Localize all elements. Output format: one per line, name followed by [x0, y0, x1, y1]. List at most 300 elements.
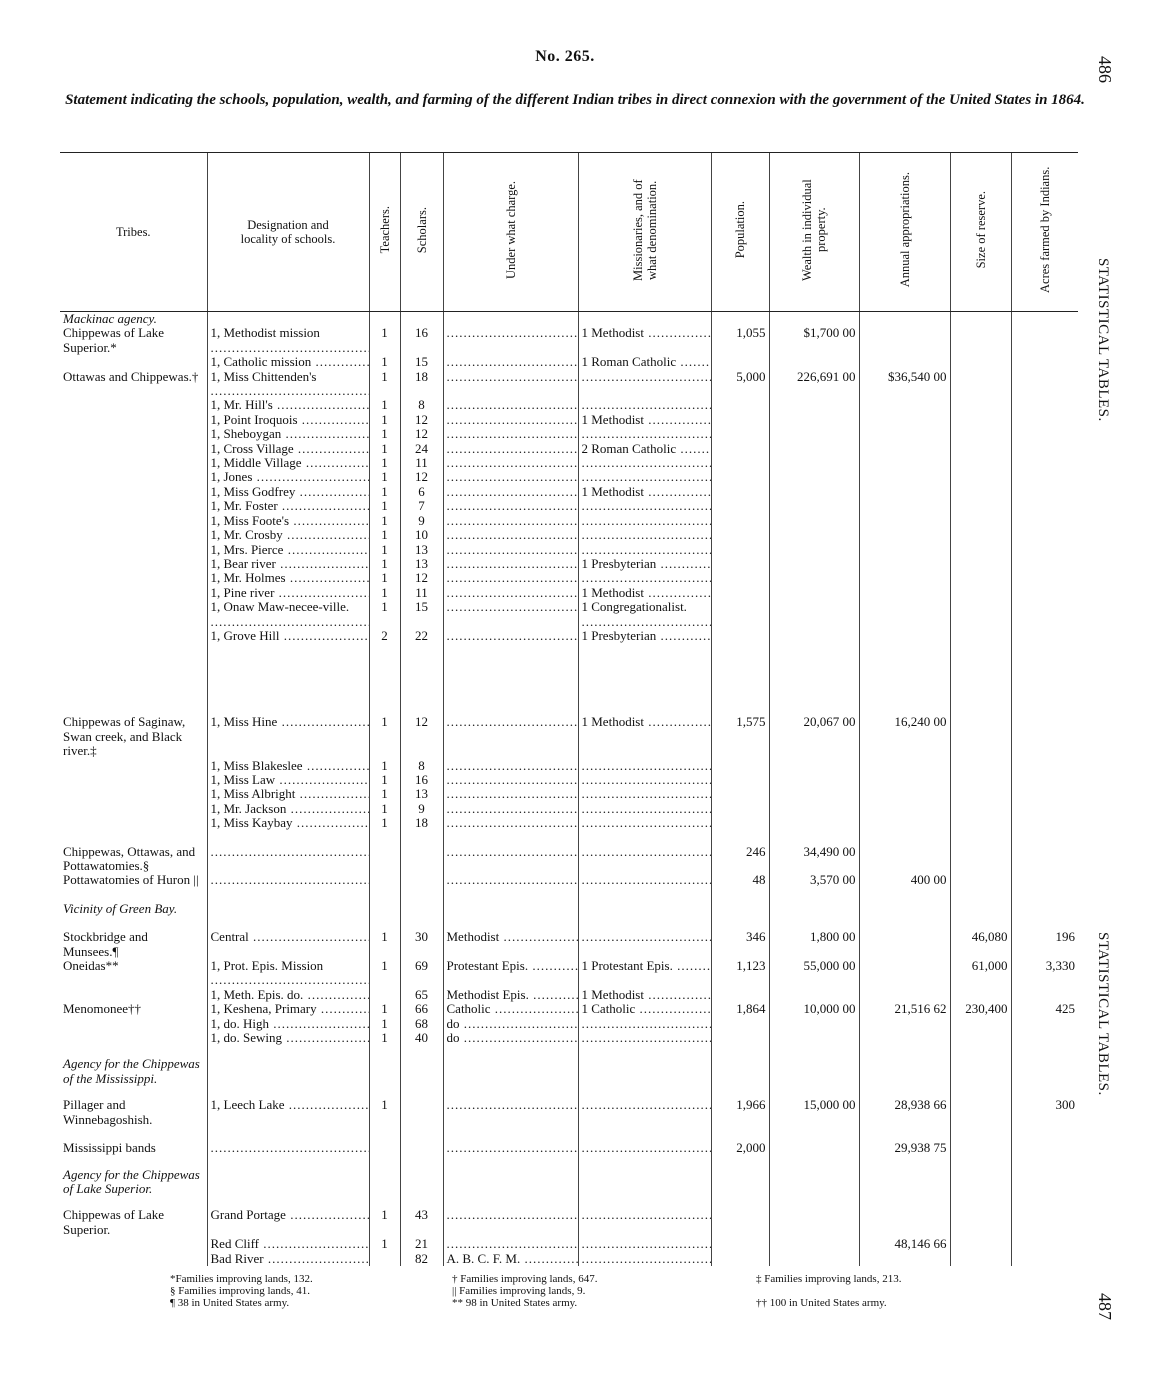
table-row [60, 413, 1078, 427]
appropriations-cell [859, 470, 950, 484]
charge-cell: Protestant Epis. ..... [443, 959, 578, 988]
footnotes-col-1 [170, 1273, 313, 1309]
spacer-cell [443, 888, 578, 902]
tribe-cell [60, 988, 207, 1002]
tribe-cell [60, 1031, 207, 1045]
population-cell: 5,000 [711, 370, 769, 399]
spacer-cell [60, 1086, 207, 1098]
appropriations-cell [859, 413, 950, 427]
tribe-cell [60, 802, 207, 816]
spacer-cell [578, 831, 711, 845]
col-designation [207, 153, 369, 312]
reserve-cell [950, 514, 1011, 528]
spacer-cell [443, 1045, 578, 1057]
col-appropriations-label: Annual appropriations. [897, 172, 912, 288]
table-row [60, 427, 1078, 441]
population-cell [711, 528, 769, 542]
population-cell [711, 456, 769, 470]
reserve-cell [950, 571, 1011, 585]
teachers-cell [369, 1141, 400, 1155]
reserve-cell [950, 1141, 1011, 1155]
missionaries-cell [578, 802, 711, 816]
reserve-cell: 230,400 [950, 1002, 1011, 1016]
reserve-cell [950, 902, 1011, 916]
running-head-top: STATISTICAL TABLES. [1095, 258, 1111, 422]
acres-cell [1011, 1168, 1078, 1197]
reserve-cell [950, 759, 1011, 773]
missionaries-cell [578, 873, 711, 887]
teachers-cell: 1 [369, 600, 400, 629]
population-cell [711, 1168, 769, 1197]
acres-cell [1011, 485, 1078, 499]
population-cell [711, 499, 769, 513]
school-cell: 1, Grove Hill ..... [207, 629, 369, 643]
missionaries-cell: 1 Methodist ..... [578, 715, 711, 758]
table-row [60, 816, 1078, 830]
population-cell: 1,575 [711, 715, 769, 758]
scholars-cell [400, 902, 443, 916]
missionaries-cell: 1 Protestant Epis. ..... [578, 959, 711, 988]
school-cell: Red Cliff ..... [207, 1237, 369, 1251]
page-number-top: 486 [1095, 56, 1115, 83]
spacer-cell [400, 888, 443, 902]
table-row [60, 1098, 1078, 1127]
appropriations-cell [859, 571, 950, 585]
footnote: *Families improving lands, 132. [170, 1273, 313, 1285]
tribe-cell [60, 1252, 207, 1266]
scholars-cell [400, 1057, 443, 1086]
reserve-cell [950, 427, 1011, 441]
spacer-cell [60, 1127, 207, 1141]
population-cell [711, 902, 769, 916]
wealth-cell [769, 312, 859, 327]
missionaries-cell [578, 816, 711, 830]
teachers-cell: 1 [369, 816, 400, 830]
spacer-cell [60, 1196, 207, 1208]
tribe-cell: Chippewas of Lake Superior. [63, 1208, 165, 1237]
appropriations-cell [859, 1252, 950, 1266]
statistics-table-wrapper [60, 152, 1078, 1266]
col-population-label: Population. [733, 201, 747, 259]
tribe-cell [60, 1237, 207, 1251]
table-row [60, 873, 1078, 887]
acres-cell [1011, 715, 1078, 758]
teachers-cell: 1 [369, 759, 400, 773]
agency-heading-row [60, 1168, 1078, 1197]
missionaries-cell [578, 1098, 711, 1127]
wealth-cell [769, 427, 859, 441]
table-row [60, 543, 1078, 557]
tribe-cell [60, 557, 207, 571]
acres-cell: 196 [1011, 930, 1078, 959]
charge-cell [443, 370, 578, 399]
reserve-cell [950, 485, 1011, 499]
wealth-cell [769, 557, 859, 571]
teachers-cell: 1 [369, 326, 400, 355]
reserve-cell [950, 1031, 1011, 1045]
scholars-cell [400, 1141, 443, 1155]
charge-cell [443, 1168, 578, 1197]
missionaries-cell: 1 Methodist ..... [578, 326, 711, 355]
missionaries-cell [578, 1031, 711, 1045]
population-cell [711, 1057, 769, 1086]
spacer-cell [578, 1045, 711, 1057]
teachers-cell: 1 [369, 1002, 400, 1016]
acres-cell [1011, 1252, 1078, 1266]
school-cell: 1, Leech Lake ..... [207, 1098, 369, 1127]
scholars-cell: 15 [400, 355, 443, 369]
missionaries-cell [578, 370, 711, 399]
population-cell [711, 1252, 769, 1266]
appropriations-cell [859, 514, 950, 528]
spacer-cell [443, 643, 578, 715]
agency-heading-row [60, 1057, 1078, 1086]
spacer-row [60, 1086, 1078, 1098]
reserve-cell [950, 802, 1011, 816]
spacer-cell [578, 916, 711, 930]
spacer-cell [769, 1156, 859, 1168]
missionaries-cell [578, 499, 711, 513]
missionaries-cell [578, 759, 711, 773]
acres-cell [1011, 413, 1078, 427]
reserve-cell [950, 1098, 1011, 1127]
spacer-cell [1011, 643, 1078, 715]
spacer-cell [711, 1156, 769, 1168]
acres-cell [1011, 802, 1078, 816]
agency-heading-row [60, 902, 1078, 916]
spacer-cell [60, 831, 207, 845]
charge-cell [443, 543, 578, 557]
table-row [60, 600, 1078, 629]
wealth-cell [769, 902, 859, 916]
appropriations-cell [859, 355, 950, 369]
charge-cell [443, 456, 578, 470]
appropriations-cell [859, 1031, 950, 1045]
school-cell: 1, Miss Hine ..... [207, 715, 369, 758]
teachers-cell [369, 1168, 400, 1197]
spacer-cell [769, 916, 859, 930]
table-row [60, 715, 1078, 758]
school-cell: 1, Middle Village ..... [207, 456, 369, 470]
table-row [60, 398, 1078, 412]
spacer-row [60, 1127, 1078, 1141]
scholars-cell: 13 [400, 543, 443, 557]
appropriations-cell [859, 442, 950, 456]
teachers-cell: 1 [369, 787, 400, 801]
population-cell [711, 1237, 769, 1251]
reserve-cell [950, 442, 1011, 456]
spacer-cell [1011, 1127, 1078, 1141]
population-cell [711, 470, 769, 484]
acres-cell [1011, 326, 1078, 355]
spacer-cell [950, 1086, 1011, 1098]
col-acres [1011, 153, 1078, 312]
page-number-bottom: 487 [1095, 1293, 1115, 1320]
teachers-cell: 1 [369, 427, 400, 441]
table-row [60, 456, 1078, 470]
teachers-cell: 1 [369, 413, 400, 427]
reserve-cell: 46,080 [950, 930, 1011, 959]
spacer-cell [369, 1127, 400, 1141]
charge-cell: Catholic ..... [443, 1002, 578, 1016]
scholars-cell: 12 [400, 427, 443, 441]
population-cell [711, 543, 769, 557]
tribe-cell [60, 528, 207, 542]
spacer-cell [859, 916, 950, 930]
charge-cell [443, 816, 578, 830]
tribe-cell [60, 816, 207, 830]
spacer-cell [950, 916, 1011, 930]
scholars-cell: 8 [400, 398, 443, 412]
col-appropriations [859, 153, 950, 312]
appropriations-cell [859, 759, 950, 773]
reserve-cell [950, 873, 1011, 887]
table-row [60, 802, 1078, 816]
school-cell [207, 902, 369, 916]
spacer-cell [207, 643, 369, 715]
missionaries-cell: 2 Roman Catholic ..... [578, 442, 711, 456]
charge-cell [443, 600, 578, 629]
appropriations-cell [859, 600, 950, 629]
scholars-cell: 21 [400, 1237, 443, 1251]
population-cell [711, 816, 769, 830]
wealth-cell: 3,570 00 [769, 873, 859, 887]
scholars-cell: 43 [400, 1208, 443, 1237]
school-cell: 1, Mr. Jackson ..... [207, 802, 369, 816]
population-cell: 1,966 [711, 1098, 769, 1127]
school-cell: 1, do. Sewing ..... [207, 1031, 369, 1045]
wealth-cell: $1,700 00 [769, 326, 859, 355]
population-cell [711, 1208, 769, 1237]
reserve-cell [950, 470, 1011, 484]
charge-cell [443, 442, 578, 456]
appropriations-cell [859, 902, 950, 916]
wealth-cell: 34,490 00 [769, 845, 859, 874]
charge-cell [443, 715, 578, 758]
spacer-cell [1011, 1086, 1078, 1098]
spacer-cell [950, 1196, 1011, 1208]
school-cell: 1, Pine river ..... [207, 586, 369, 600]
spacer-cell [207, 916, 369, 930]
acres-cell [1011, 370, 1078, 399]
spacer-cell [60, 916, 207, 930]
tribe-cell: Pillager and Winnebagoshish. [63, 1098, 153, 1127]
spacer-cell [207, 1127, 369, 1141]
missionaries-cell: 1 Catholic ..... [578, 1002, 711, 1016]
teachers-cell: 1 [369, 1031, 400, 1045]
tribe-cell: Mississippi bands [63, 1141, 156, 1156]
population-cell [711, 629, 769, 643]
spacer-cell [400, 831, 443, 845]
scholars-cell: 11 [400, 456, 443, 470]
acres-cell [1011, 845, 1078, 874]
col-scholars-label: Scholars. [414, 206, 429, 254]
col-designation-label: Designation and locality of schools. [240, 217, 336, 246]
population-cell [711, 586, 769, 600]
acres-cell: 425 [1011, 1002, 1078, 1016]
missionaries-cell [578, 456, 711, 470]
spacer-cell [60, 1156, 207, 1168]
scholars-cell: 82 [400, 1252, 443, 1266]
wealth-cell [769, 1031, 859, 1045]
wealth-cell [769, 514, 859, 528]
tribe-cell: Agency for the Chippewas of the Mississippi. [63, 1057, 200, 1086]
wealth-cell [769, 571, 859, 585]
teachers-cell [369, 845, 400, 874]
teachers-cell: 1 [369, 514, 400, 528]
spacer-cell [859, 831, 950, 845]
wealth-cell: 20,067 00 [769, 715, 859, 758]
reserve-cell: 61,000 [950, 959, 1011, 988]
teachers-cell: 1 [369, 442, 400, 456]
missionaries-cell [578, 514, 711, 528]
spacer-cell [369, 831, 400, 845]
school-cell: 1, Mr. Hill's ..... [207, 398, 369, 412]
scholars-cell: 8 [400, 759, 443, 773]
wealth-cell [769, 528, 859, 542]
appropriations-cell [859, 326, 950, 355]
acres-cell [1011, 873, 1078, 887]
school-cell [207, 873, 369, 887]
population-cell [711, 802, 769, 816]
reserve-cell [950, 988, 1011, 1002]
acres-cell [1011, 902, 1078, 916]
footnote: †† 100 in United States army. [756, 1297, 887, 1309]
scholars-cell: 9 [400, 802, 443, 816]
teachers-cell: 1 [369, 370, 400, 399]
school-cell [207, 1057, 369, 1086]
teachers-cell: 1 [369, 528, 400, 542]
spacer-cell [1011, 1045, 1078, 1057]
col-charge-label: Under what charge. [503, 181, 518, 279]
missionaries-cell [578, 543, 711, 557]
teachers-cell: 1 [369, 499, 400, 513]
table-row [60, 1002, 1078, 1016]
spacer-cell [769, 1045, 859, 1057]
footnotes-col-2 [452, 1273, 597, 1309]
charge-cell: Methodist ..... [443, 930, 578, 959]
population-cell: 246 [711, 845, 769, 874]
table-row [60, 370, 1078, 399]
wealth-cell [769, 1237, 859, 1251]
spacer-cell [769, 643, 859, 715]
school-cell: 1, Mr. Holmes ..... [207, 571, 369, 585]
col-missionaries [578, 153, 711, 312]
spacer-cell [60, 643, 207, 715]
agency-heading-row [60, 312, 1078, 327]
population-cell [711, 427, 769, 441]
wealth-cell [769, 1017, 859, 1031]
tribe-cell: Oneidas** [63, 959, 119, 974]
missionaries-cell: 1 Presbyterian ..... [578, 629, 711, 643]
spacer-cell [207, 831, 369, 845]
acres-cell [1011, 1237, 1078, 1251]
tribe-cell [60, 470, 207, 484]
table-row [60, 571, 1078, 585]
population-cell [711, 485, 769, 499]
appropriations-cell [859, 1208, 950, 1237]
missionaries-cell [578, 1208, 711, 1237]
wealth-cell: 55,000 00 [769, 959, 859, 988]
spacer-cell [369, 643, 400, 715]
population-cell: 346 [711, 930, 769, 959]
tribe-cell: Chippewas of Lake Superior.* [63, 326, 165, 355]
spacer-cell [207, 1086, 369, 1098]
wealth-cell [769, 586, 859, 600]
acres-cell [1011, 1057, 1078, 1086]
spacer-cell [369, 1156, 400, 1168]
charge-cell [443, 571, 578, 585]
scholars-cell: 6 [400, 485, 443, 499]
spacer-cell [60, 888, 207, 902]
reserve-cell [950, 1208, 1011, 1237]
population-cell [711, 355, 769, 369]
spacer-cell [769, 831, 859, 845]
missionaries-cell: 1 Methodist ..... [578, 988, 711, 1002]
reserve-cell [950, 715, 1011, 758]
school-cell: 1, Keshena, Primary ..... [207, 1002, 369, 1016]
wealth-cell: 1,800 00 [769, 930, 859, 959]
tribe-cell [60, 1017, 207, 1031]
appropriations-cell: 29,938 75 [859, 1141, 950, 1155]
school-cell: 1, Miss Albright ..... [207, 787, 369, 801]
reserve-cell [950, 326, 1011, 355]
charge-cell: Methodist Epis. ..... [443, 988, 578, 1002]
col-teachers-label: Teachers. [377, 206, 392, 254]
charge-cell [443, 413, 578, 427]
teachers-cell: 1 [369, 1237, 400, 1251]
table-row [60, 959, 1078, 988]
wealth-cell [769, 355, 859, 369]
col-acres-label: Acres farmed by Indians. [1037, 166, 1052, 294]
spacer-cell [950, 1156, 1011, 1168]
wealth-cell [769, 456, 859, 470]
reserve-cell [950, 312, 1011, 327]
charge-cell [443, 802, 578, 816]
school-cell: 1, Mr. Foster ..... [207, 499, 369, 513]
reserve-cell [950, 557, 1011, 571]
spacer-cell [711, 888, 769, 902]
scholars-cell: 13 [400, 787, 443, 801]
tribe-cell [60, 355, 207, 369]
charge-cell [443, 873, 578, 887]
acres-cell [1011, 1208, 1078, 1237]
spacer-cell [578, 888, 711, 902]
tribe-cell [60, 456, 207, 470]
spacer-cell [1011, 1156, 1078, 1168]
scholars-cell [400, 873, 443, 887]
table-row [60, 1031, 1078, 1045]
spacer-cell [578, 1156, 711, 1168]
acres-cell [1011, 787, 1078, 801]
statistics-table [60, 152, 1078, 1266]
appropriations-cell [859, 557, 950, 571]
table-row [60, 355, 1078, 369]
spacer-cell [400, 1156, 443, 1168]
charge-cell: do ..... [443, 1017, 578, 1031]
missionaries-cell: 1 Methodist ..... [578, 586, 711, 600]
footnote: ‡ Families improving lands, 213. [756, 1273, 902, 1285]
table-row [60, 528, 1078, 542]
school-cell: 1, Miss Godfrey ..... [207, 485, 369, 499]
tribe-cell: Pottawatomies of Huron || [63, 873, 199, 888]
spacer-cell [443, 1127, 578, 1141]
tribe-cell [60, 629, 207, 643]
appropriations-cell: $36,540 00 [859, 370, 950, 399]
teachers-cell: 1 [369, 543, 400, 557]
reserve-cell [950, 1237, 1011, 1251]
scholars-cell: 24 [400, 442, 443, 456]
